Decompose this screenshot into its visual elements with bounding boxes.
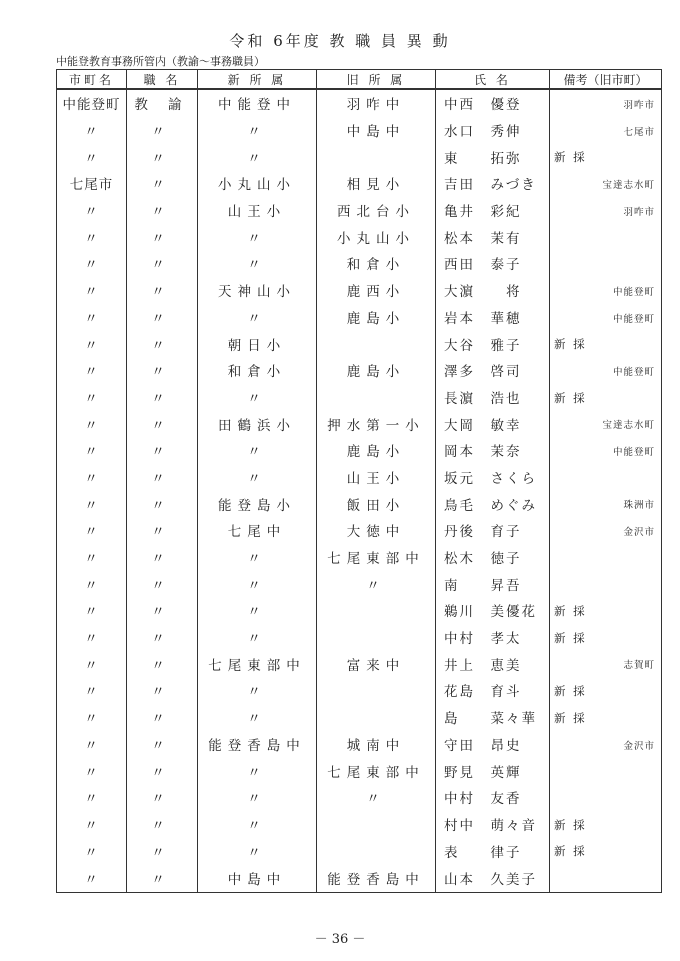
cell-remarks [550,117,662,144]
cell-name: 東 拓弥 [436,143,550,170]
cell-old-school [317,677,436,704]
cell-position: 〃 [127,517,198,544]
cell-city: 〃 [57,223,127,250]
remark-new-hire: 新 採 [554,844,587,859]
remark-previous-municipality: 志賀町 [623,660,655,672]
cell-old-school: 鹿島小 [317,304,436,331]
cell-position: 〃 [127,570,198,597]
cell-name: 守田 昂史 [436,731,550,758]
cell-old-school: 羽咋中 [317,89,436,117]
cell-old-school: 七尾東部中 [317,544,436,571]
table-row [57,544,662,571]
remark-previous-municipality: 羽咋市 [623,206,655,218]
cell-position: 〃 [127,677,198,704]
cell-position: 〃 [127,197,198,224]
cell-name: 松本 茉有 [436,223,550,250]
cell-name: 鵜川 美優花 [436,597,550,624]
table-row [57,677,662,704]
cell-name: 大濵 将 [436,277,550,304]
cell-remarks [550,597,662,624]
cell-position: 〃 [127,490,198,517]
header-old-school: 旧 所 属 [317,70,436,90]
table-row [57,517,662,544]
table-row [57,811,662,838]
cell-position: 〃 [127,811,198,838]
cell-remarks [550,197,662,224]
cell-remarks [550,704,662,731]
cell-position: 〃 [127,384,198,411]
table-row [57,384,662,411]
table-row [57,250,662,277]
cell-remarks [550,624,662,651]
cell-new-school: 〃 [198,570,317,597]
cell-position: 〃 [127,837,198,864]
cell-remarks [550,811,662,838]
cell-city: 〃 [57,650,127,677]
cell-remarks [550,544,662,571]
cell-remarks [550,330,662,357]
cell-city: 中能登町 [57,89,127,117]
cell-name: 鳥毛 めぐみ [436,490,550,517]
cell-remarks [550,410,662,437]
cell-name: 中村 友香 [436,784,550,811]
cell-name: 松木 徳子 [436,544,550,571]
document-title: 令和 6年度 教 職 員 異 動 [229,32,451,50]
cell-name: 井上 恵美 [436,650,550,677]
cell-remarks [550,357,662,384]
cell-name: 丹後 育子 [436,517,550,544]
cell-name: 南 昇吾 [436,570,550,597]
cell-city: 〃 [57,330,127,357]
table-body [57,89,662,892]
remark-previous-municipality: 珠洲市 [623,500,655,512]
table-row [57,784,662,811]
remark-previous-municipality: 七尾市 [623,126,655,138]
cell-new-school: 中島中 [198,864,317,893]
cell-remarks [550,490,662,517]
cell-name: 大岡 敏幸 [436,410,550,437]
table-row [57,357,662,384]
cell-remarks [550,464,662,491]
cell-position: 〃 [127,864,198,893]
table-row [57,223,662,250]
table-row [57,170,662,197]
cell-city: 〃 [57,250,127,277]
table-row [57,757,662,784]
cell-remarks [550,223,662,250]
cell-city: 〃 [57,517,127,544]
table-row [57,624,662,651]
cell-name: 野見 英輝 [436,757,550,784]
cell-new-school: 〃 [198,437,317,464]
cell-old-school [317,143,436,170]
cell-city: 〃 [57,570,127,597]
cell-name: 村中 萌々音 [436,811,550,838]
remark-new-hire: 新 採 [554,630,587,645]
cell-remarks [550,731,662,758]
table-row [57,704,662,731]
cell-position: 〃 [127,250,198,277]
remark-new-hire: 新 採 [554,604,587,619]
table-row [57,277,662,304]
table-row [57,650,662,677]
cell-name: 大谷 雅子 [436,330,550,357]
transfer-table [56,69,662,893]
cell-new-school: 〃 [198,304,317,331]
cell-old-school [317,811,436,838]
cell-city: 〃 [57,544,127,571]
table-row [57,304,662,331]
cell-city: 〃 [57,731,127,758]
cell-new-school: 中能登中 [198,89,317,117]
cell-new-school: 〃 [198,223,317,250]
cell-position: 〃 [127,223,198,250]
remark-previous-municipality: 金沢市 [623,527,655,538]
cell-new-school: 〃 [198,624,317,651]
cell-old-school [317,704,436,731]
remark-previous-municipality: 金沢市 [623,740,655,752]
cell-old-school [317,837,436,864]
cell-new-school: 〃 [198,384,317,411]
cell-position: 〃 [127,357,198,384]
cell-position: 〃 [127,650,198,677]
header-remarks: 備考（旧市町） [550,70,662,90]
table-row [57,143,662,170]
cell-new-school: 小丸山小 [198,170,317,197]
cell-city: 〃 [57,437,127,464]
cell-city: 〃 [57,357,127,384]
cell-position: 〃 [127,704,198,731]
cell-city: 〃 [57,677,127,704]
cell-city: 〃 [57,490,127,517]
cell-remarks [550,757,662,784]
cell-remarks [550,837,662,864]
cell-remarks [550,277,662,304]
cell-remarks [550,384,662,411]
cell-position: 〃 [127,624,198,651]
cell-old-school [317,597,436,624]
cell-new-school: 田鶴浜小 [198,410,317,437]
cell-name: 中西 優登 [436,89,550,117]
cell-remarks [550,89,662,117]
cell-new-school: 山王小 [198,197,317,224]
cell-new-school: 〃 [198,704,317,731]
cell-old-school: 七尾東部中 [317,757,436,784]
remark-new-hire: 新 採 [554,390,587,405]
header-new-school: 新 所 属 [198,70,317,90]
cell-new-school: 〃 [198,544,317,571]
cell-name: 水口 秀伸 [436,117,550,144]
remark-previous-municipality: 中能登町 [612,286,655,298]
cell-old-school: 和倉小 [317,250,436,277]
cell-name: 澤多 啓司 [436,357,550,384]
table-row [57,89,662,117]
cell-new-school: 〃 [198,784,317,811]
cell-old-school [317,330,436,357]
header-city: 市町名 [57,70,127,90]
cell-new-school: 〃 [198,117,317,144]
cell-position: 〃 [127,170,198,197]
cell-position: 〃 [127,330,198,357]
cell-city: 〃 [57,837,127,864]
cell-old-school: 押水第一小 [317,410,436,437]
cell-remarks [550,864,662,893]
cell-old-school: 鹿島小 [317,357,436,384]
cell-name: 岡本 茉奈 [436,437,550,464]
cell-old-school [317,384,436,411]
cell-new-school: 〃 [198,464,317,491]
cell-name: 山本 久美子 [436,864,550,893]
cell-old-school: 大徳中 [317,517,436,544]
cell-city: 〃 [57,757,127,784]
cell-city: 〃 [57,117,127,144]
cell-new-school: 〃 [198,837,317,864]
cell-remarks [550,250,662,277]
cell-old-school: 〃 [317,570,436,597]
remark-previous-municipality: 中能登町 [612,366,655,378]
cell-name: 長濵 浩也 [436,384,550,411]
cell-old-school: 西北台小 [317,197,436,224]
cell-name: 坂元 さくら [436,464,550,491]
cell-city: 〃 [57,197,127,224]
cell-position: 〃 [127,143,198,170]
cell-position: 〃 [127,597,198,624]
cell-position: 〃 [127,731,198,758]
cell-new-school: 〃 [198,250,317,277]
cell-city: 〃 [57,143,127,170]
cell-remarks [550,517,662,544]
cell-old-school: 鹿西小 [317,277,436,304]
cell-city: 〃 [57,624,127,651]
cell-city: 七尾市 [57,170,127,197]
cell-name: 中村 孝太 [436,624,550,651]
cell-city: 〃 [57,597,127,624]
cell-city: 〃 [57,410,127,437]
cell-old-school [317,624,436,651]
cell-old-school: 中島中 [317,117,436,144]
cell-city: 〃 [57,464,127,491]
header-name: 氏 名 [436,70,550,90]
cell-city: 〃 [57,864,127,893]
cell-city: 〃 [57,704,127,731]
cell-new-school: 〃 [198,757,317,784]
cell-remarks [550,650,662,677]
table-row [57,117,662,144]
cell-position: 〃 [127,437,198,464]
table-row [57,490,662,517]
cell-old-school: 富来中 [317,650,436,677]
cell-remarks [550,784,662,811]
remark-new-hire: 新 採 [554,684,587,699]
cell-position: 教 諭 [127,89,198,117]
page-number: － 36 － [314,932,366,947]
cell-new-school: 能登香島中 [198,731,317,758]
cell-position: 〃 [127,117,198,144]
cell-new-school: 和倉小 [198,357,317,384]
cell-name: 亀井 彩紀 [436,197,550,224]
cell-new-school: 天神山小 [198,277,317,304]
cell-name: 表 律子 [436,837,550,864]
table-row [57,197,662,224]
cell-remarks [550,437,662,464]
cell-old-school: 山王小 [317,464,436,491]
table-row [57,570,662,597]
cell-city: 〃 [57,277,127,304]
table-row [57,864,662,893]
cell-name: 吉田 みづき [436,170,550,197]
table-row [57,837,662,864]
cell-new-school: 七尾中 [198,517,317,544]
cell-old-school: 小丸山小 [317,223,436,250]
remark-previous-municipality: 宝達志水町 [602,180,655,192]
cell-old-school: 城南中 [317,731,436,758]
table-row [57,410,662,437]
cell-name: 西田 泰子 [436,250,550,277]
remark-previous-municipality: 中能登町 [612,313,655,325]
cell-remarks [550,570,662,597]
cell-new-school: 朝日小 [198,330,317,357]
table-row [57,330,662,357]
remark-new-hire: 新 採 [554,337,587,352]
table-row [57,597,662,624]
cell-city: 〃 [57,784,127,811]
cell-position: 〃 [127,757,198,784]
remark-new-hire: 新 採 [554,150,587,165]
cell-remarks [550,170,662,197]
table-row [57,464,662,491]
cell-remarks [550,143,662,170]
cell-old-school: 飯田小 [317,490,436,517]
cell-new-school: 〃 [198,597,317,624]
cell-city: 〃 [57,811,127,838]
cell-old-school: 能登香島中 [317,864,436,893]
cell-position: 〃 [127,277,198,304]
header-position: 職 名 [127,70,198,90]
cell-position: 〃 [127,464,198,491]
remark-new-hire: 新 採 [554,817,587,832]
cell-old-school: 〃 [317,784,436,811]
table-header-row [57,70,662,90]
remark-previous-municipality: 羽咋市 [623,100,655,111]
table-row [57,731,662,758]
cell-position: 〃 [127,544,198,571]
cell-new-school: 〃 [198,143,317,170]
cell-position: 〃 [127,304,198,331]
table-row [57,437,662,464]
cell-remarks [550,304,662,331]
cell-old-school: 鹿島小 [317,437,436,464]
cell-position: 〃 [127,410,198,437]
document-subtitle: 中能登教育事務所管内（教諭～事務職員） [56,55,265,68]
remark-previous-municipality: 中能登町 [612,446,655,458]
cell-name: 島 菜々華 [436,704,550,731]
cell-position: 〃 [127,784,198,811]
cell-new-school: 能登島小 [198,490,317,517]
cell-new-school: 〃 [198,811,317,838]
cell-new-school: 七尾東部中 [198,650,317,677]
remark-new-hire: 新 採 [554,710,587,725]
cell-new-school: 〃 [198,677,317,704]
cell-city: 〃 [57,384,127,411]
cell-name: 花島 育斗 [436,677,550,704]
cell-city: 〃 [57,304,127,331]
remark-previous-municipality: 宝達志水町 [602,420,655,432]
cell-name: 岩本 華穂 [436,304,550,331]
cell-remarks [550,677,662,704]
cell-old-school: 相見小 [317,170,436,197]
